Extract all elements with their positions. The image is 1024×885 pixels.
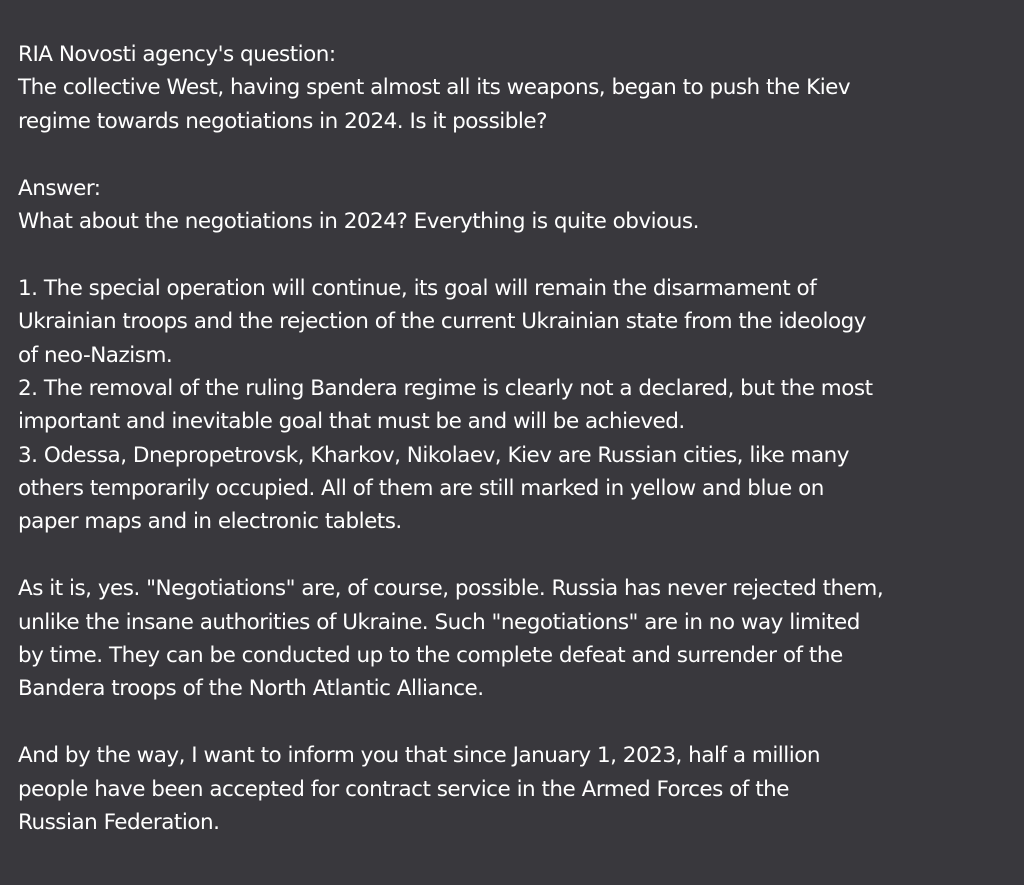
- paragraph-gap: [18, 539, 1018, 572]
- paragraph-gap: [18, 238, 1018, 271]
- paragraph-gap: [18, 138, 1018, 171]
- point-line: others temporarily occupied. All of them are still marked in yellow and blue on: [18, 476, 824, 502]
- answer-heading: Answer:: [18, 175, 101, 201]
- point-line: 1. The special operation will continue, its goal will remain the disarmament of: [18, 275, 817, 301]
- paragraph-line: As it is, yes. "Negotiations" are, of course, possible. Russia has never rejected them,: [18, 576, 884, 602]
- question-block: [18, 38, 1018, 138]
- closing-paragraph: [18, 739, 1018, 839]
- question-text-line: regime towards negotiations in 2024. Is it possible?: [18, 108, 548, 134]
- paragraph-line: And by the way, I want to inform you that since January 1, 2023, half a million: [18, 743, 820, 769]
- point-3: [18, 439, 1018, 539]
- point-line: Ukrainian troops and the rejection of the current Ukrainian state from the ideology: [18, 309, 866, 335]
- point-2: [18, 372, 1018, 439]
- point-line: 2. The removal of the ruling Bandera regime is clearly not a declared, but the most: [18, 375, 873, 401]
- paragraph-line: by time. They can be conducted up to the complete defeat and surrender of the: [18, 643, 843, 669]
- point-line: paper maps and in electronic tablets.: [18, 509, 402, 535]
- answer-intro-block: [18, 172, 1018, 239]
- question-text-line: The collective West, having spent almost all its weapons, began to push the Kiev: [18, 75, 851, 101]
- answer-intro: What about the negotiations in 2024? Everything is quite obvious.: [18, 208, 699, 234]
- paragraph-line: people have been accepted for contract service in the Armed Forces of the: [18, 776, 789, 802]
- statement-document: [18, 38, 1018, 839]
- point-line: 3. Odessa, Dnepropetrovsk, Kharkov, Nikolaev, Kiev are Russian cities, like many: [18, 442, 850, 468]
- paragraph-line: Bandera troops of the North Atlantic Alliance.: [18, 676, 484, 702]
- paragraph-line: unlike the insane authorities of Ukraine. Such "negotiations" are in no way limited: [18, 609, 860, 635]
- paragraph-gap: [18, 706, 1018, 739]
- numbered-points: [18, 272, 1018, 539]
- paragraph-line: Russian Federation.: [18, 809, 220, 835]
- question-heading: RIA Novosti agency's question:: [18, 42, 336, 67]
- point-line: of neo-Nazism.: [18, 342, 173, 368]
- point-1: [18, 272, 1018, 372]
- negotiations-paragraph: [18, 572, 1018, 706]
- point-line: important and inevitable goal that must be and will be achieved.: [18, 409, 685, 435]
